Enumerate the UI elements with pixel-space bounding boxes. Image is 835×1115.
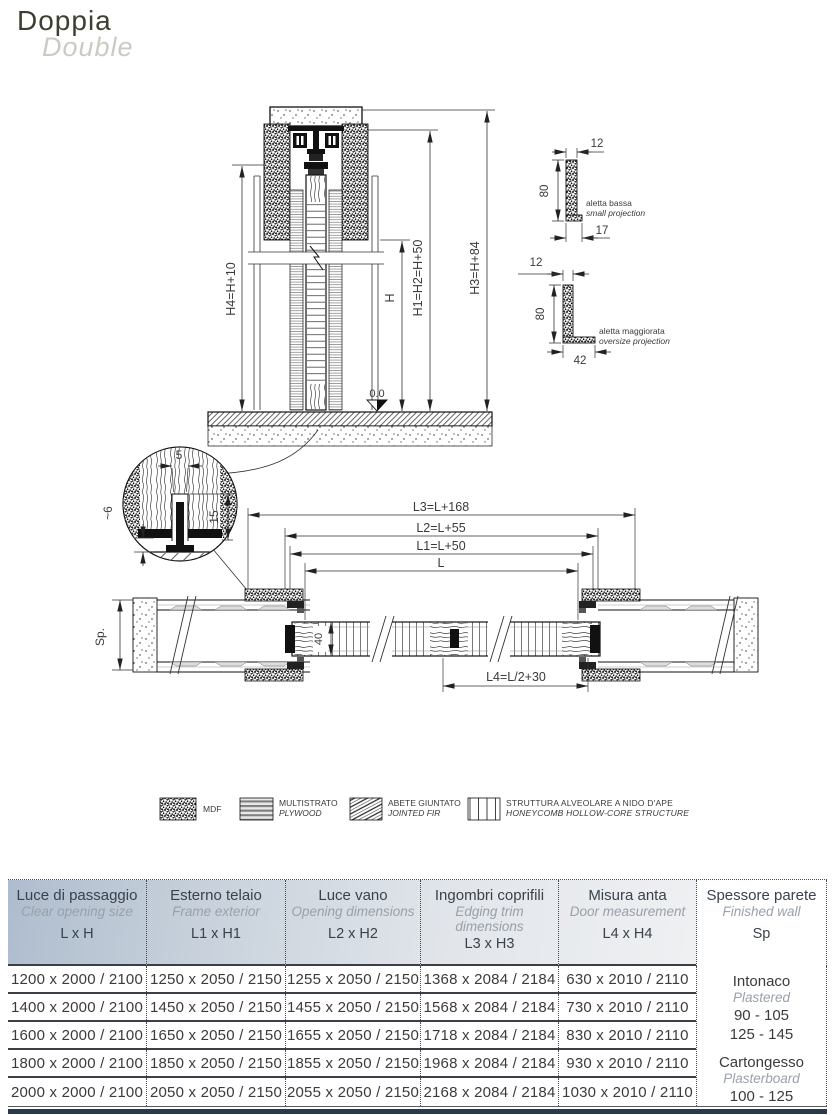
dim-label-h: H: [383, 293, 397, 303]
dim-label-l4: L4=L/2+30: [486, 670, 546, 684]
floor-detail-circle: [101, 446, 237, 566]
prof-small-top: 12: [590, 138, 604, 150]
table-cell: 630 x 2010 / 2110: [558, 966, 696, 992]
table-rows: [8, 966, 696, 1106]
table-row: [8, 966, 696, 994]
legend-swatch-fir: [350, 798, 382, 820]
table-cell: 1250 x 2050 / 2150: [146, 966, 285, 992]
materials-legend: [160, 798, 689, 820]
profile-oversize-projection: [518, 257, 670, 367]
legend-swatch-plywood: [240, 798, 273, 820]
table-cell: 1968 x 2084 / 2184: [420, 1050, 558, 1076]
table-cell: 1255 x 2050 / 2150: [285, 966, 420, 992]
level-label: 0.0: [369, 388, 385, 400]
wall-value: 100 - 125: [729, 1088, 794, 1105]
table-cell: 1600 x 2000 / 2100: [10, 1026, 144, 1044]
dim-label-h4: H4=H+10: [224, 262, 238, 316]
legend-swatch-mdf: [160, 798, 196, 820]
wall-plastered-label-en: Plastered: [732, 990, 791, 1005]
wall-plasterboard-label-en: Plasterboard: [723, 1071, 800, 1086]
wall-plasterboard-label: Cartongesso: [718, 1054, 805, 1071]
dim-label-l: L: [437, 556, 445, 570]
table-cell: 2000 x 2000 / 2100: [10, 1083, 144, 1101]
table-body: [8, 966, 827, 1106]
table-row: [8, 1078, 696, 1106]
table-cell: 830 x 2010 / 2110: [558, 1022, 696, 1048]
detail-dim-depth: 15: [207, 510, 221, 524]
table-cell: 1368 x 2084 / 2184: [420, 966, 558, 992]
wall-plastered-label: Intonaco: [732, 973, 791, 990]
dim-label-l2: L2=L+55: [416, 521, 466, 535]
table-cell: 1850 x 2050 / 2150: [146, 1050, 285, 1076]
dim-label-h3: H3=H+84: [468, 241, 482, 295]
table-cell: 1718 x 2084 / 2184: [420, 1022, 558, 1048]
prof-over-side: 80: [535, 307, 547, 321]
page-subtitle: Double: [42, 32, 134, 62]
dim-label-l1: L1=L+50: [416, 539, 466, 553]
table-row: [8, 994, 696, 1022]
table-cell: 2055 x 2050 / 2150: [285, 1078, 420, 1106]
prof-over-top: 12: [529, 257, 543, 269]
legend-label-mdf: MDF: [203, 804, 222, 814]
col-header-finished-wall: Spessore parete Finished wall Sp: [696, 880, 827, 966]
col-header-frame-exterior: Esterno telaio Frame exterior L1 x H1: [146, 880, 285, 966]
table-cell: 1655 x 2050 / 2150: [285, 1022, 420, 1048]
dimensions-table: [8, 879, 827, 1106]
legend-swatch-honeycomb: [468, 798, 500, 820]
table-cell: 1030 x 2010 / 2110: [558, 1078, 696, 1106]
table-cell: 1855 x 2050 / 2150: [285, 1050, 420, 1076]
prof-small-name-it: aletta bassa: [586, 198, 632, 208]
table-header-row: [8, 879, 827, 966]
detail-dim-gap: ~6: [101, 506, 115, 520]
table-cell: 1800 x 2000 / 2100: [10, 1054, 144, 1072]
dim-label-h1: H1=H2=H+50: [411, 239, 425, 317]
table-cell: 2050 x 2050 / 2150: [146, 1078, 285, 1106]
prof-over-name-en: oversize projection: [599, 336, 670, 346]
detail-dim-width: 5: [175, 448, 183, 462]
table-row: [8, 1050, 696, 1078]
page-title: Doppia: [17, 5, 112, 36]
table-cell: 1400 x 2000 / 2100: [10, 998, 144, 1016]
col-header-clear-opening: Luce di passaggio Clear opening size L x H: [8, 880, 146, 966]
table-cell: 1650 x 2050 / 2150: [146, 1022, 285, 1048]
legend-label-plywood-it: MULTISTRATO: [279, 798, 338, 808]
dim-label-sp: Sp.: [93, 627, 107, 647]
legend-label-honeycomb-it: STRUTTURA ALVEOLARE A NIDO D'APE: [506, 798, 674, 808]
wall-value: 90 - 105: [733, 1007, 790, 1024]
prof-over-bottom: 42: [573, 355, 587, 367]
table-cell: 2168 x 2084 / 2184: [420, 1078, 558, 1106]
legend-label-fir-it: ABETE GIUNTATO: [388, 798, 461, 808]
dim-label-l3: L3=L+168: [412, 500, 470, 514]
table-bottom-rule: [8, 1106, 827, 1114]
prof-over-name-it: aletta maggiorata: [599, 326, 665, 336]
table-cell: 1450 x 2050 / 2150: [146, 994, 285, 1020]
legend-label-fir-en: JOINTED FIR: [388, 808, 441, 818]
wall-thickness-cell: [696, 966, 827, 1106]
table-cell: 730 x 2010 / 2110: [558, 994, 696, 1020]
table-cell: 930 x 2010 / 2110: [558, 1050, 696, 1076]
prof-small-name-en: small projection: [586, 208, 646, 218]
profile-small-projection: [539, 138, 645, 242]
dim-label-leaf-thickness: 40: [313, 632, 325, 646]
col-header-opening-dimensions: Luce vano Opening dimensions L2 x H2: [285, 880, 420, 966]
wall-value: 125 - 145: [729, 1026, 794, 1043]
col-header-door-measurement: Misura anta Door measurement L4 x H4: [558, 880, 696, 966]
col-header-edging-trim: Ingombri coprifili Edging trim dimensions L3 x H3: [420, 880, 558, 966]
table-cell: 1200 x 2000 / 2100: [10, 970, 144, 988]
table-row: [8, 1022, 696, 1050]
legend-label-honeycomb-en: HONEYCOMB HOLLOW-CORE STRUCTURE: [506, 808, 690, 818]
table-cell: 1568 x 2084 / 2184: [420, 994, 558, 1020]
prof-small-side: 80: [539, 184, 551, 198]
legend-label-plywood-en: PLYWOOD: [279, 808, 322, 818]
prof-small-bottom: 17: [595, 225, 609, 237]
table-cell: 1455 x 2050 / 2150: [285, 994, 420, 1020]
